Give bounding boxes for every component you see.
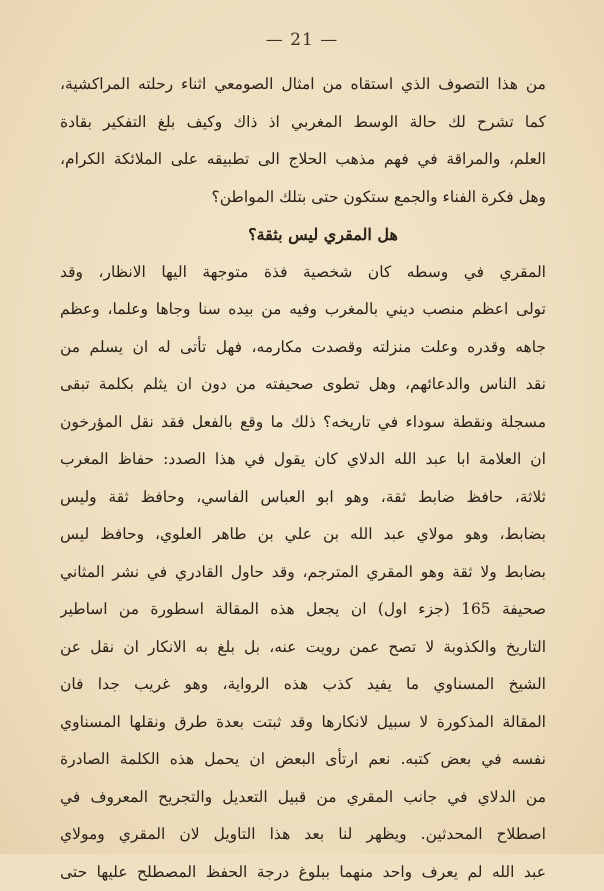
- text-line: تولى اعظم منصب ديني بالمغرب وفيه من بيده سنا وجاها وعلما، وعظم: [60, 291, 546, 329]
- text-line: بضابط، وهو مولاي عبد الله بن علي بن طاهر العلوي، وحافظ ليس: [60, 516, 546, 554]
- body-text: [60, 66, 546, 891]
- text-line: المقالة المذكورة لا سبيل لانكارها وقد ثبتت بعدة طرق ونقلها المسناوي: [60, 704, 546, 742]
- text-line: اصطلاح المحدثين. ويظهر لنا بعد هذا التاويل لان المقري ومولاي: [60, 816, 546, 854]
- page-number: — 21 —: [0, 30, 604, 50]
- text-line: ثلاثة، حافظ ضابط ثقة، وهو ابو العباس الفاسي، وحافظ ثقة وليس: [60, 479, 546, 517]
- section-heading: هل المقري ليس بثقة؟: [60, 216, 546, 254]
- text-line: المقري في وسطه كان شخصية فذة متوجهة اليها الانظار، وقد: [60, 254, 546, 292]
- text-line: الشيخ المسناوي ما يفيد كذب هذه الرواية، وهو غريب جدا فان: [60, 666, 546, 704]
- text-line: مسجلة ونقطة سوداء في تاريخه؟ ذلك ما وقع بالفعل فقد نقل المؤرخون: [60, 404, 546, 442]
- text-line: ان العلامة ابا عبد الله الدلاي كان يقول في هذا الصدد: حفاظ المغرب: [60, 441, 546, 479]
- text-line: كما تشرح لك حالة الوسط المغربي اذ ذاك وكيف بلغ التفكير بقادة: [60, 104, 546, 142]
- text-line: نقد الناس والدعائهم، وهل تطوى صحيفته من دون ان يثلم بكلمة تبقى: [60, 366, 546, 404]
- text-line: جاهه وقدره وعلت منزلته وقصدت مكارمه، فهل تأتى له ان يسلم من: [60, 329, 546, 367]
- text-line: العلم، والمراقة في فهم مذهب الحلاج الى تطبيقه على الملائكة الكرام،: [60, 141, 546, 179]
- text-line: نفسه في بعض كتبه. نعم ارتأى البعض ان يحمل هذه الكلمة الصادرة: [60, 741, 546, 779]
- text-line: وهل فكرة الفناء والجمع ستكون حتى بتلك المواطن؟: [60, 179, 546, 217]
- text-line: بضابط ولا ثقة وهو المقري المترجم، وقد حاول القادري في نشر المثاني: [60, 554, 546, 592]
- text-line: من هذا التصوف الذي استقاه من امثال الصومعي اثناء رحلته المراكشية،: [60, 66, 546, 104]
- text-line: صحيفة 165 (جزء اول) ان يجعل هذه المقالة اسطورة من اساطير: [60, 591, 546, 629]
- text-line: عبد الله لم يعرف واحد منهما ببلوغ درجة الحفظ المصطلح عليها حتى: [60, 854, 546, 891]
- text-line: التاريخ والكذوبة لا تصح عمن رويت عنه، بل بلغ به الانكار ان نقل عن: [60, 629, 546, 667]
- text-line: من الدلاي في جانب المقري من قبيل التعديل والتجريح المعروف في: [60, 779, 546, 817]
